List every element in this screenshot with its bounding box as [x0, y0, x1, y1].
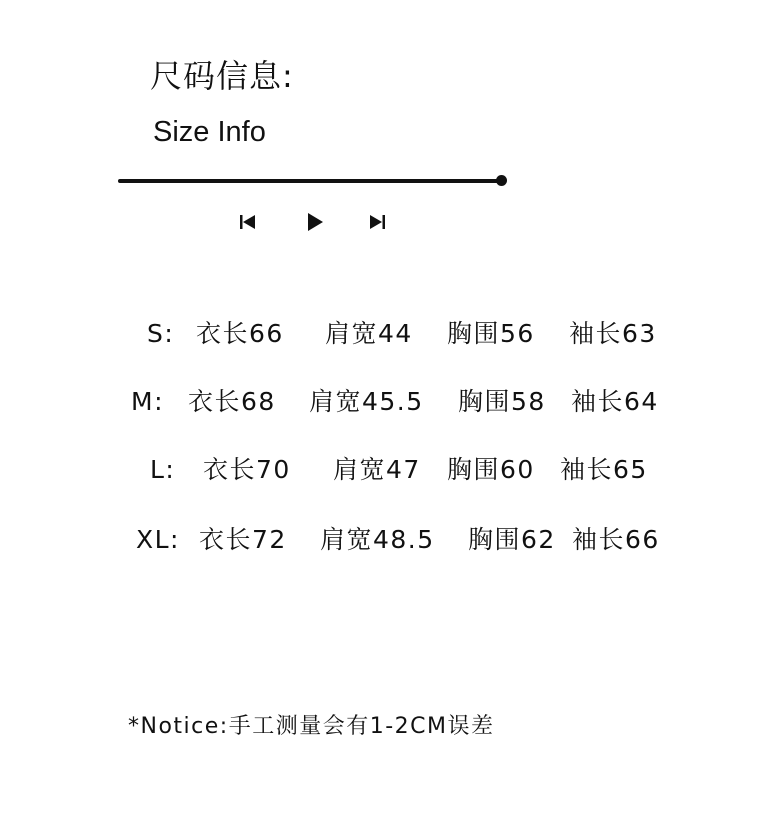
shoulder-value: 肩宽47 [333, 455, 421, 484]
chest-value: 胸围58 [458, 387, 546, 416]
shoulder-value: 肩宽45.5 [309, 387, 424, 416]
shoulder-value: 肩宽44 [325, 319, 413, 348]
sleeve-value: 袖长65 [560, 455, 648, 484]
size-row-xl [0, 522, 770, 558]
size-label: XL: [136, 525, 180, 554]
length-value: 衣长72 [199, 525, 287, 554]
progress-bar[interactable] [118, 179, 502, 183]
length-value: 衣长68 [188, 387, 276, 416]
size-label: M: [131, 387, 164, 416]
progress-knob[interactable] [496, 175, 507, 186]
skip-next-icon[interactable] [368, 212, 386, 232]
music-player-graphic [118, 172, 510, 242]
sleeve-value: 袖长64 [571, 387, 659, 416]
chest-value: 胸围60 [447, 455, 535, 484]
play-icon[interactable] [304, 212, 326, 232]
sleeve-value: 袖长66 [572, 525, 660, 554]
size-info-title-cn: 尺码信息: [150, 57, 294, 95]
sleeve-value: 袖长63 [569, 319, 657, 348]
length-value: 衣长66 [196, 319, 284, 348]
chest-value: 胸围62 [468, 525, 556, 554]
shoulder-value: 肩宽48.5 [320, 525, 435, 554]
length-value: 衣长70 [203, 455, 291, 484]
size-row-s [0, 316, 770, 352]
skip-previous-icon[interactable] [239, 212, 257, 232]
size-row-m [0, 384, 770, 420]
size-label: L: [150, 455, 176, 484]
measurement-notice: *Notice:手工测量会有1-2CM误差 [128, 714, 495, 739]
chest-value: 胸围56 [447, 319, 535, 348]
size-row-l [0, 452, 770, 488]
size-info-title-en: Size Info [153, 116, 266, 148]
size-label: S: [147, 319, 175, 348]
